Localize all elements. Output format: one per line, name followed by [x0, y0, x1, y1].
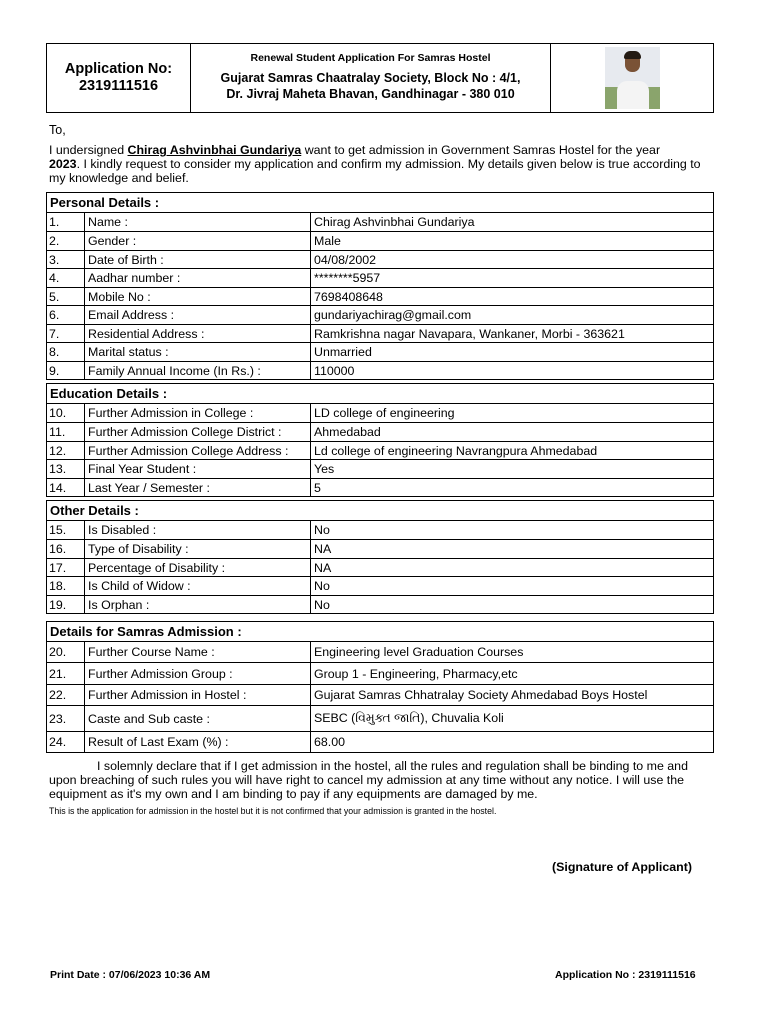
application-number: 2319111516: [78, 78, 159, 94]
row-number: 21.: [47, 663, 85, 684]
row-number: 2.: [47, 232, 85, 250]
row-value: NA: [314, 542, 332, 556]
declaration-text: I solemnly declare that if I get admission in the hostel, all the rules and regulation shall be binding to me and upon breaching of such rules you will have right to cancel my admission at any time without any notice. I will use the equipment as it's my own and I am binding to pay if any equipments are damaged by me.: [49, 759, 688, 801]
table-row: [47, 478, 713, 496]
row-label: Further Admission Group :: [85, 663, 311, 684]
row-value: Ahmedabad: [314, 425, 381, 439]
row-value: NA: [314, 560, 332, 575]
personal-details-section: [46, 192, 714, 380]
table-row: [47, 250, 713, 268]
photo-box: [551, 44, 713, 112]
table-row: [47, 705, 713, 731]
row-label: Final Year Student :: [85, 460, 311, 478]
row-value: Gujarat Samras Chhatralay Society Ahmedabad Boys Hostel: [314, 688, 648, 702]
table-row: [47, 287, 713, 305]
samras-admission-rows: [47, 642, 713, 752]
row-value: 5: [314, 480, 321, 495]
row-label: Further Admission College Address :: [85, 442, 311, 459]
table-row: [47, 521, 713, 539]
row-label: Mobile No :: [85, 288, 311, 305]
row-number: 11.: [47, 423, 85, 441]
row-number: 23.: [47, 706, 85, 731]
other-details-rows: [47, 521, 713, 613]
row-value: gundariyachirag@gmail.com: [314, 308, 472, 322]
table-row: [47, 558, 713, 576]
signature-label: (Signature of Applicant): [552, 860, 692, 874]
row-number: 13.: [47, 460, 85, 478]
row-value: Group 1 - Engineering, Pharmacy,etc: [314, 666, 518, 681]
form-title-box: [191, 44, 551, 112]
table-row: [47, 731, 713, 752]
table-row: [47, 595, 713, 613]
row-value: ********5957: [314, 271, 381, 285]
row-number: 19.: [47, 596, 85, 613]
row-label: Result of Last Exam (%) :: [85, 732, 311, 752]
row-value: 04/08/2002: [314, 252, 377, 267]
row-number: 10.: [47, 404, 85, 422]
row-number: 16.: [47, 540, 85, 558]
row-value: 7698408648: [314, 289, 383, 304]
row-number: 5.: [47, 288, 85, 305]
row-label: Further Course Name :: [85, 642, 311, 662]
row-label: Email Address :: [85, 306, 311, 324]
section-title: Personal Details :: [47, 193, 713, 213]
row-label: Residential Address :: [85, 325, 311, 342]
row-value: No: [314, 579, 330, 593]
row-value: No: [314, 523, 330, 537]
row-number: 7.: [47, 325, 85, 342]
row-number: 17.: [47, 559, 85, 576]
table-row: [47, 441, 713, 459]
row-number: 15.: [47, 521, 85, 539]
admission-year: 2023: [49, 156, 77, 171]
row-number: 6.: [47, 306, 85, 324]
table-row: [47, 361, 713, 379]
table-row: [47, 324, 713, 342]
row-label: Date of Birth :: [85, 251, 311, 268]
admission-note: This is the application for admission in the hostel but it is not confirmed that your admission is granted in the hostel.: [49, 806, 497, 816]
row-label: Last Year / Semester :: [85, 479, 311, 496]
row-label: Further Admission in College :: [85, 404, 311, 422]
education-details-section: [46, 383, 714, 497]
personal-details-rows: [47, 213, 713, 379]
row-label: Type of Disability :: [85, 540, 311, 558]
row-label: Percentage of Disability :: [85, 559, 311, 576]
row-number: 18.: [47, 577, 85, 595]
row-value: Ramkrishna nagar Navapara, Wankaner, Morbi - 363621: [314, 326, 625, 341]
row-value: SEBC (વિમુક્ત જાતિ), Chuvalia Koli: [314, 711, 504, 725]
intro-paragraph: [49, 144, 714, 185]
row-label: Further Admission in Hostel :: [85, 685, 311, 705]
row-label: Is Disabled :: [85, 521, 311, 539]
row-value: Male: [314, 234, 341, 248]
row-value: LD college of engineering: [314, 406, 455, 420]
row-number: 12.: [47, 442, 85, 459]
table-row: [47, 684, 713, 705]
row-number: 8.: [47, 343, 85, 361]
table-row: [47, 213, 713, 231]
row-value: Engineering level Graduation Courses: [314, 645, 524, 659]
row-value: 110000: [314, 363, 355, 378]
section-title: Details for Samras Admission :: [47, 622, 713, 642]
row-value: Yes: [314, 462, 335, 476]
row-label: Family Annual Income (In Rs.) :: [85, 362, 311, 379]
row-number: 1.: [47, 213, 85, 231]
applicant-photo: [605, 47, 660, 109]
table-row: [47, 422, 713, 441]
row-number: 9.: [47, 362, 85, 379]
samras-admission-section: [46, 621, 714, 753]
table-row: [47, 305, 713, 324]
salutation: To,: [49, 123, 66, 137]
row-label: Name :: [85, 213, 311, 231]
row-value: No: [314, 597, 330, 612]
intro-text-3: . I kindly request to consider my application and confirm my admission. My details given below is true according to my knowledge and belief.: [49, 156, 701, 185]
other-details-section: [46, 500, 714, 614]
intro-text-1: I undersigned: [49, 143, 128, 157]
table-row: [47, 642, 713, 662]
table-row: [47, 342, 713, 361]
row-label: Aadhar number :: [85, 269, 311, 287]
application-number-box: [47, 44, 191, 112]
table-row: [47, 459, 713, 478]
print-date: Print Date : 07/06/2023 10:36 AM: [50, 969, 211, 981]
row-number: 22.: [47, 685, 85, 705]
application-number-label: Application No:: [64, 61, 173, 77]
section-title: Education Details :: [47, 384, 713, 404]
table-row: [47, 404, 713, 422]
address-line-1: Gujarat Samras Chaatralay Society, Block No : 4/1,: [220, 71, 521, 85]
row-label: Marital status :: [85, 343, 311, 361]
row-value: Unmarried: [314, 345, 372, 359]
address-line-2: Dr. Jivraj Maheta Bhavan, Gandhinagar - 380 010: [226, 87, 515, 101]
row-label: Is Child of Widow :: [85, 577, 311, 595]
applicant-name: Chirag Ashvinbhai Gundariya: [127, 143, 302, 157]
row-value: Chirag Ashvinbhai Gundariya: [314, 215, 475, 229]
row-number: 3.: [47, 251, 85, 268]
application-header: [46, 43, 714, 113]
form-title: Renewal Student Application For Samras Hostel: [250, 52, 491, 64]
table-row: [47, 662, 713, 684]
row-value: Ld college of engineering Navrangpura Ahmedabad: [314, 443, 598, 458]
table-row: [47, 268, 713, 287]
row-number: 14.: [47, 479, 85, 496]
table-row: [47, 539, 713, 558]
row-number: 4.: [47, 269, 85, 287]
intro-text-2: want to get admission in Government Samras Hostel for the year: [301, 143, 661, 157]
row-number: 24.: [47, 732, 85, 752]
education-details-rows: [47, 404, 713, 496]
row-label: Further Admission College District :: [85, 423, 311, 441]
footer-application-number: Application No : 2319111516: [555, 969, 696, 981]
row-number: 20.: [47, 642, 85, 662]
section-title: Other Details :: [47, 501, 713, 521]
row-label: Gender :: [85, 232, 311, 250]
row-label: Is Orphan :: [85, 596, 311, 613]
table-row: [47, 576, 713, 595]
table-row: [47, 231, 713, 250]
society-address: [191, 70, 550, 102]
row-label: Caste and Sub caste :: [85, 706, 311, 731]
row-value: 68.00: [314, 735, 346, 749]
